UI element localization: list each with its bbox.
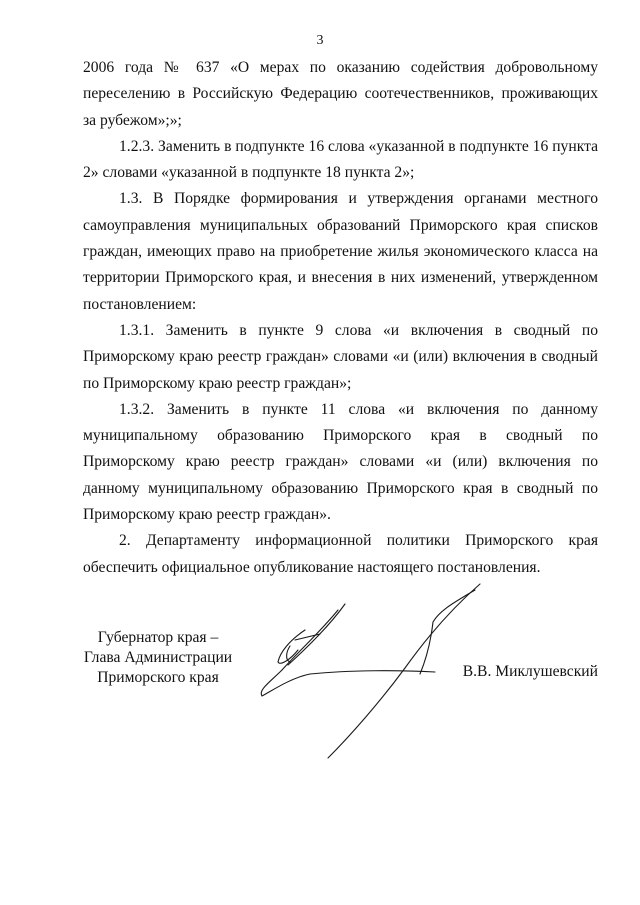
position-line-1: Губернатор края – bbox=[97, 629, 219, 646]
paragraph-1-3-2: 1.3.2. Заменить в пункте 11 слова «и включения по данному муниципальному образованию Приморского края в сводный по Приморскому краю реестр граждан» словами «и (или) включения по данному муниципальному образованию Приморского края в сводный по Приморскому краю реестр граждан». bbox=[83, 400, 598, 524]
paragraph-1-2-3: 1.2.3. Заменить в подпункте 16 слова «указанной в подпункте 16 пункта 2» словами «указанной в подпункте 18 пункта 2»; bbox=[83, 137, 598, 182]
paragraph-1-3-1: 1.3.1. Заменить в пункте 9 слова «и включения в сводный по Приморскому краю реестр граждан» словами «и (или) включения в сводный по Приморскому краю реестр граждан»; bbox=[83, 321, 598, 392]
handwritten-signature bbox=[250, 570, 490, 770]
paragraph-2: 2. Департаменту информационной политики Приморского края обеспечить официальное опубликование настоящего постановления. bbox=[83, 532, 598, 576]
paragraph-1-3: 1.3. В Порядке формирования и утверждения органами местного самоуправления муниципальных образований Приморского края списков граждан, имеющих право на приобретение жилья экономического класса на территории Приморского края, и внесения в них изменений, утвержденном постановлением: bbox=[83, 190, 598, 313]
position-line-2: Глава Администрации bbox=[83, 649, 233, 666]
signatory-position bbox=[83, 628, 233, 688]
page-number: 3 bbox=[316, 33, 324, 48]
document-body bbox=[83, 55, 598, 581]
position-line-3: Приморского края bbox=[97, 669, 219, 686]
signatory-name: В.В. Миклушевский bbox=[462, 663, 598, 680]
paragraph-continuation: 2006 года № 637 «О мерах по оказанию содействия добровольному переселению в Российскую Федерацию соотечественников, проживающих за рубежом»;»; bbox=[83, 59, 598, 129]
